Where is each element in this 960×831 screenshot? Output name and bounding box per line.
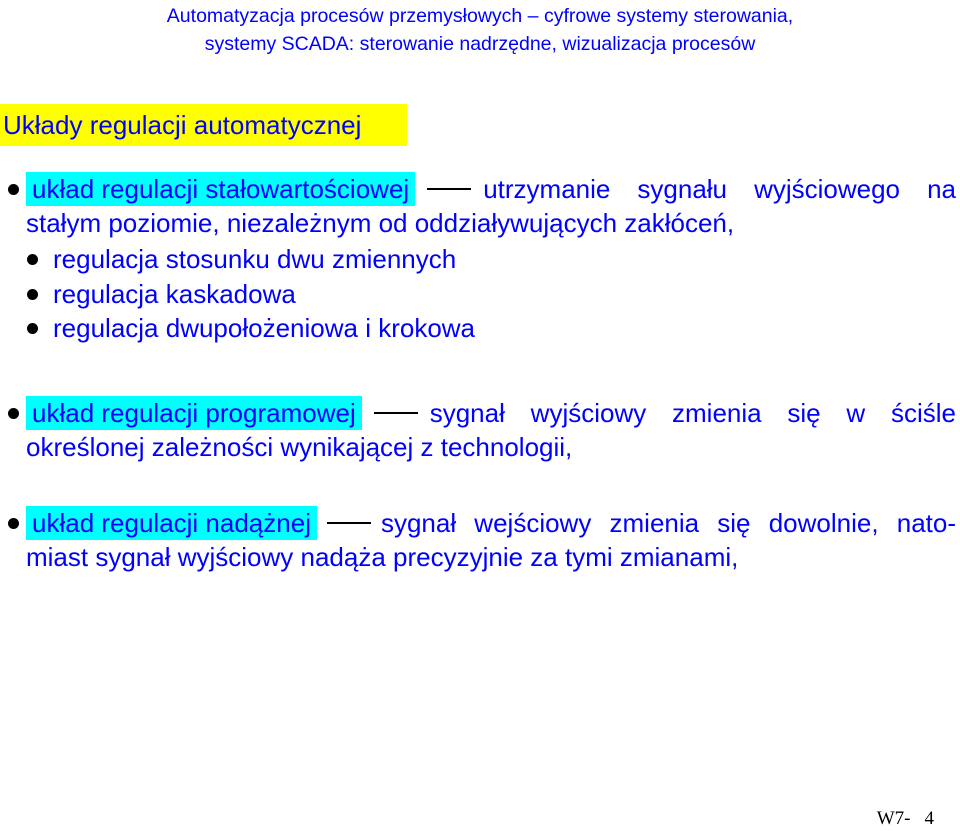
section-1-subitem-1: regulacja stosunku dwu zmiennych (53, 244, 457, 274)
page-footer (877, 808, 934, 830)
dash-icon (374, 412, 418, 414)
dash-icon (427, 188, 471, 190)
bullet-icon (8, 408, 19, 419)
page-title: Układy regulacji automatycznej (0, 104, 407, 146)
header-line-2: systemy SCADA: sterowanie nadrzędne, wizualizacja procesów (204, 33, 756, 55)
section-2-desc-line-1: sygnał wyjściowy zmienia się w ściśle (429, 398, 956, 428)
bullet-icon (27, 254, 38, 265)
section-1-subitem-3: regulacja dwupołożeniowa i krokowa (53, 313, 476, 343)
page-number: 4 (924, 808, 934, 829)
section-1-term: układ regulacji stałowartościowej (26, 172, 415, 206)
section-2-desc-line-2: określonej zależności wynikającej z technologii, (26, 432, 573, 462)
section-3-desc-line-2: miast sygnał wyjściowy nadąża precyzyjnie za tymi zmianami, (26, 542, 739, 572)
section-3-desc-line-1: sygnał wejściowy zmienia się dowolnie, nato- (380, 508, 956, 538)
section-3-line-1 (26, 506, 956, 540)
bullet-icon (27, 289, 38, 300)
section-1-desc-line-1: utrzymanie sygnału wyjściowego na (483, 174, 956, 204)
slide-label: W7- (876, 808, 911, 829)
section-1-subitem-2: regulacja kaskadowa (53, 279, 296, 309)
bullet-icon (8, 518, 19, 529)
dash-icon (327, 522, 371, 524)
header-line-1: Automatyzacja procesów przemysłowych – cyfrowe systemy sterowania, (166, 5, 794, 27)
section-1-line-1 (26, 172, 956, 206)
section-3-term: układ regulacji nadążnej (26, 506, 317, 540)
section-2-line-1 (26, 396, 956, 430)
section-1-desc-line-2: stałym poziomie, niezależnym od oddziaływujących zakłóceń, (26, 208, 735, 238)
bullet-icon (8, 184, 19, 195)
page-header (0, 2, 960, 58)
bullet-icon (27, 323, 38, 334)
section-2-term: układ regulacji programowej (26, 396, 362, 430)
